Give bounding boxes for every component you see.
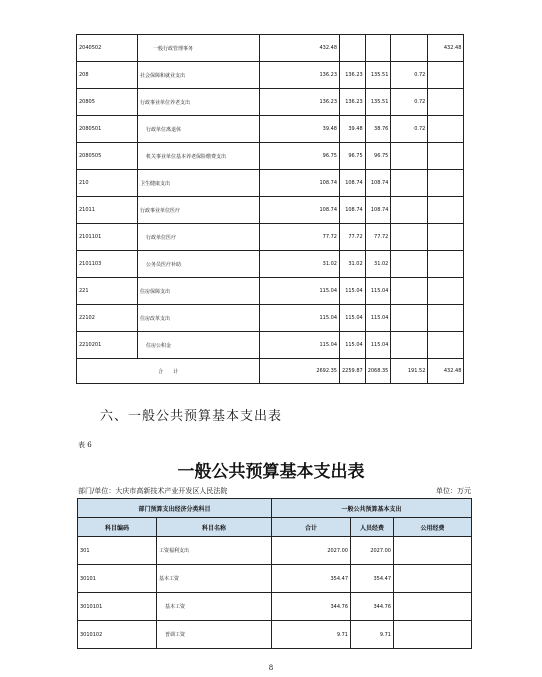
personnel-funds-cell: 2027.00 — [351, 537, 394, 565]
value-cell — [391, 143, 428, 170]
value-cell — [391, 332, 428, 359]
department-label: 部门/单位：大庆市高新技术产业开发区人民法院 — [78, 487, 228, 495]
page-number: 8 — [268, 664, 274, 672]
subject-code-cell: 22102 — [77, 305, 138, 332]
subject-code-cell: 30101 — [78, 565, 157, 593]
value-cell: 115.04 — [365, 305, 391, 332]
subject-name-cell: 住房改革支出 — [138, 305, 260, 332]
value-cell — [428, 89, 464, 116]
subject-code-cell: 2210201 — [77, 332, 138, 359]
table-row — [78, 621, 472, 649]
total-cell: 31.02 — [260, 251, 340, 278]
value-cell: 108.74 — [365, 170, 391, 197]
basic-expenditure-table — [77, 498, 472, 649]
total-cell: 108.74 — [260, 170, 340, 197]
subject-name-cell: 住房保障支出 — [138, 278, 260, 305]
subject-code-cell: 3010101 — [78, 593, 157, 621]
value-cell: 77.72 — [365, 224, 391, 251]
table-row — [77, 35, 464, 62]
table-row — [77, 197, 464, 224]
subject-name-cell: 机关事业单位基本养老保险缴费支出 — [138, 143, 260, 170]
total-cell: 2027.00 — [272, 537, 351, 565]
value-cell: 108.74 — [365, 197, 391, 224]
subject-name-cell: 基本工资 — [157, 565, 272, 593]
total-cell: 344.76 — [272, 593, 351, 621]
table-row — [77, 143, 464, 170]
value-cell — [391, 305, 428, 332]
subject-name-cell: 行政事业单位医疗 — [138, 197, 260, 224]
subject-code-cell: 21011 — [77, 197, 138, 224]
table-column-header-row — [78, 518, 472, 537]
value-cell: 432.48 — [428, 359, 464, 384]
header-subject-name: 科目名称 — [157, 518, 272, 537]
unit-row — [78, 486, 471, 496]
value-cell: 0.72 — [391, 116, 428, 143]
table-row — [77, 278, 464, 305]
total-cell: 2692.35 — [260, 359, 340, 384]
value-cell: 115.04 — [340, 332, 366, 359]
total-cell: 115.04 — [260, 278, 340, 305]
subject-name-cell: 行政事业单位养老支出 — [138, 89, 260, 116]
subject-name-cell: 卫生健康支出 — [138, 170, 260, 197]
value-cell: 31.02 — [340, 251, 366, 278]
value-cell — [365, 35, 391, 62]
value-cell — [428, 170, 464, 197]
value-cell — [340, 35, 366, 62]
subject-name-cell: 基本工资 — [157, 593, 272, 621]
subject-code-cell: 2040502 — [77, 35, 138, 62]
table-row — [77, 305, 464, 332]
header-total: 合计 — [272, 518, 351, 537]
header-personnel-funds: 人员经费 — [351, 518, 394, 537]
total-cell: 115.04 — [260, 305, 340, 332]
value-cell — [428, 224, 464, 251]
subject-name-cell: 一般行政管理事务 — [138, 35, 260, 62]
value-cell: 96.75 — [365, 143, 391, 170]
table-row — [77, 332, 464, 359]
total-cell: 108.74 — [260, 197, 340, 224]
subject-name-cell: 社会保障和就业支出 — [138, 62, 260, 89]
table-row — [77, 62, 464, 89]
value-cell: 135.51 — [365, 89, 391, 116]
total-cell: 77.72 — [260, 224, 340, 251]
value-cell: 108.74 — [340, 170, 366, 197]
subject-name-cell: 普调工资 — [157, 621, 272, 649]
value-cell: 2259.87 — [340, 359, 366, 384]
table-row — [77, 116, 464, 143]
subject-code-cell: 2080505 — [77, 143, 138, 170]
subject-code-cell: 208 — [77, 62, 138, 89]
public-funds-cell — [394, 537, 472, 565]
table-row — [78, 537, 472, 565]
header-subject-code: 科目编码 — [78, 518, 157, 537]
value-cell: 0.72 — [391, 62, 428, 89]
total-cell: 96.75 — [260, 143, 340, 170]
subject-code-cell: 20805 — [77, 89, 138, 116]
header-public-funds: 公用经费 — [394, 518, 472, 537]
header-basic-expenditure: 一般公共预算基本支出 — [272, 499, 472, 518]
personnel-funds-cell: 9.71 — [351, 621, 394, 649]
total-cell: 136.23 — [260, 62, 340, 89]
total-label: 合 计 — [77, 359, 260, 384]
value-cell — [428, 116, 464, 143]
value-cell: 115.04 — [340, 305, 366, 332]
total-cell: 39.48 — [260, 116, 340, 143]
public-funds-cell — [394, 565, 472, 593]
value-cell — [428, 143, 464, 170]
value-cell — [391, 251, 428, 278]
total-cell: 432.48 — [260, 35, 340, 62]
value-cell — [428, 278, 464, 305]
value-cell: 191.52 — [391, 359, 428, 384]
subject-code-cell: 2080501 — [77, 116, 138, 143]
value-cell — [391, 278, 428, 305]
value-cell: 136.23 — [340, 62, 366, 89]
subject-name-cell: 工资福利支出 — [157, 537, 272, 565]
value-cell: 115.04 — [365, 278, 391, 305]
value-cell: 77.72 — [340, 224, 366, 251]
total-cell: 354.47 — [272, 565, 351, 593]
subject-name-cell: 公务员医疗补助 — [138, 251, 260, 278]
subject-code-cell: 2101103 — [77, 251, 138, 278]
total-cell: 9.71 — [272, 621, 351, 649]
subject-code-cell: 210 — [77, 170, 138, 197]
table-group-header-row — [78, 499, 472, 518]
table-row — [77, 224, 464, 251]
table-row — [77, 170, 464, 197]
value-cell — [391, 35, 428, 62]
value-cell: 2068.35 — [365, 359, 391, 384]
value-cell: 0.72 — [391, 89, 428, 116]
personnel-funds-cell: 354.47 — [351, 565, 394, 593]
value-cell: 432.48 — [428, 35, 464, 62]
value-cell — [428, 305, 464, 332]
subject-name-cell: 住房公积金 — [138, 332, 260, 359]
doc-title: 一般公共预算基本支出表 — [177, 462, 365, 482]
subject-code-cell: 301 — [78, 537, 157, 565]
value-cell — [428, 251, 464, 278]
table-label: 表 6 — [78, 441, 92, 449]
value-cell: 31.02 — [365, 251, 391, 278]
value-cell — [428, 62, 464, 89]
table-row — [78, 593, 472, 621]
table-row — [77, 251, 464, 278]
value-cell: 115.04 — [365, 332, 391, 359]
value-cell — [428, 332, 464, 359]
subject-name-cell: 行政单位医疗 — [138, 224, 260, 251]
value-cell: 96.75 — [340, 143, 366, 170]
table-row — [77, 89, 464, 116]
public-funds-cell — [394, 593, 472, 621]
subject-code-cell: 2101101 — [77, 224, 138, 251]
personnel-funds-cell: 344.76 — [351, 593, 394, 621]
value-cell: 115.04 — [340, 278, 366, 305]
value-cell — [391, 170, 428, 197]
unit-label: 单位：万元 — [436, 487, 471, 495]
value-cell — [391, 224, 428, 251]
public-funds-cell — [394, 621, 472, 649]
subject-name-cell: 行政单位离退休 — [138, 116, 260, 143]
total-row — [77, 359, 464, 384]
budget-expenditure-table-continued — [76, 34, 464, 384]
total-cell: 115.04 — [260, 332, 340, 359]
subject-code-cell: 3010102 — [78, 621, 157, 649]
value-cell: 39.48 — [340, 116, 366, 143]
value-cell: 135.51 — [365, 62, 391, 89]
total-cell: 136.23 — [260, 89, 340, 116]
table-row — [78, 565, 472, 593]
value-cell: 108.74 — [340, 197, 366, 224]
value-cell — [428, 197, 464, 224]
value-cell: 38.76 — [365, 116, 391, 143]
header-economic-category: 部门预算支出经济分类科目 — [78, 499, 272, 518]
value-cell — [391, 197, 428, 224]
value-cell: 136.23 — [340, 89, 366, 116]
section-heading: 六、一般公共预算基本支出表 — [100, 409, 283, 424]
subject-code-cell: 221 — [77, 278, 138, 305]
